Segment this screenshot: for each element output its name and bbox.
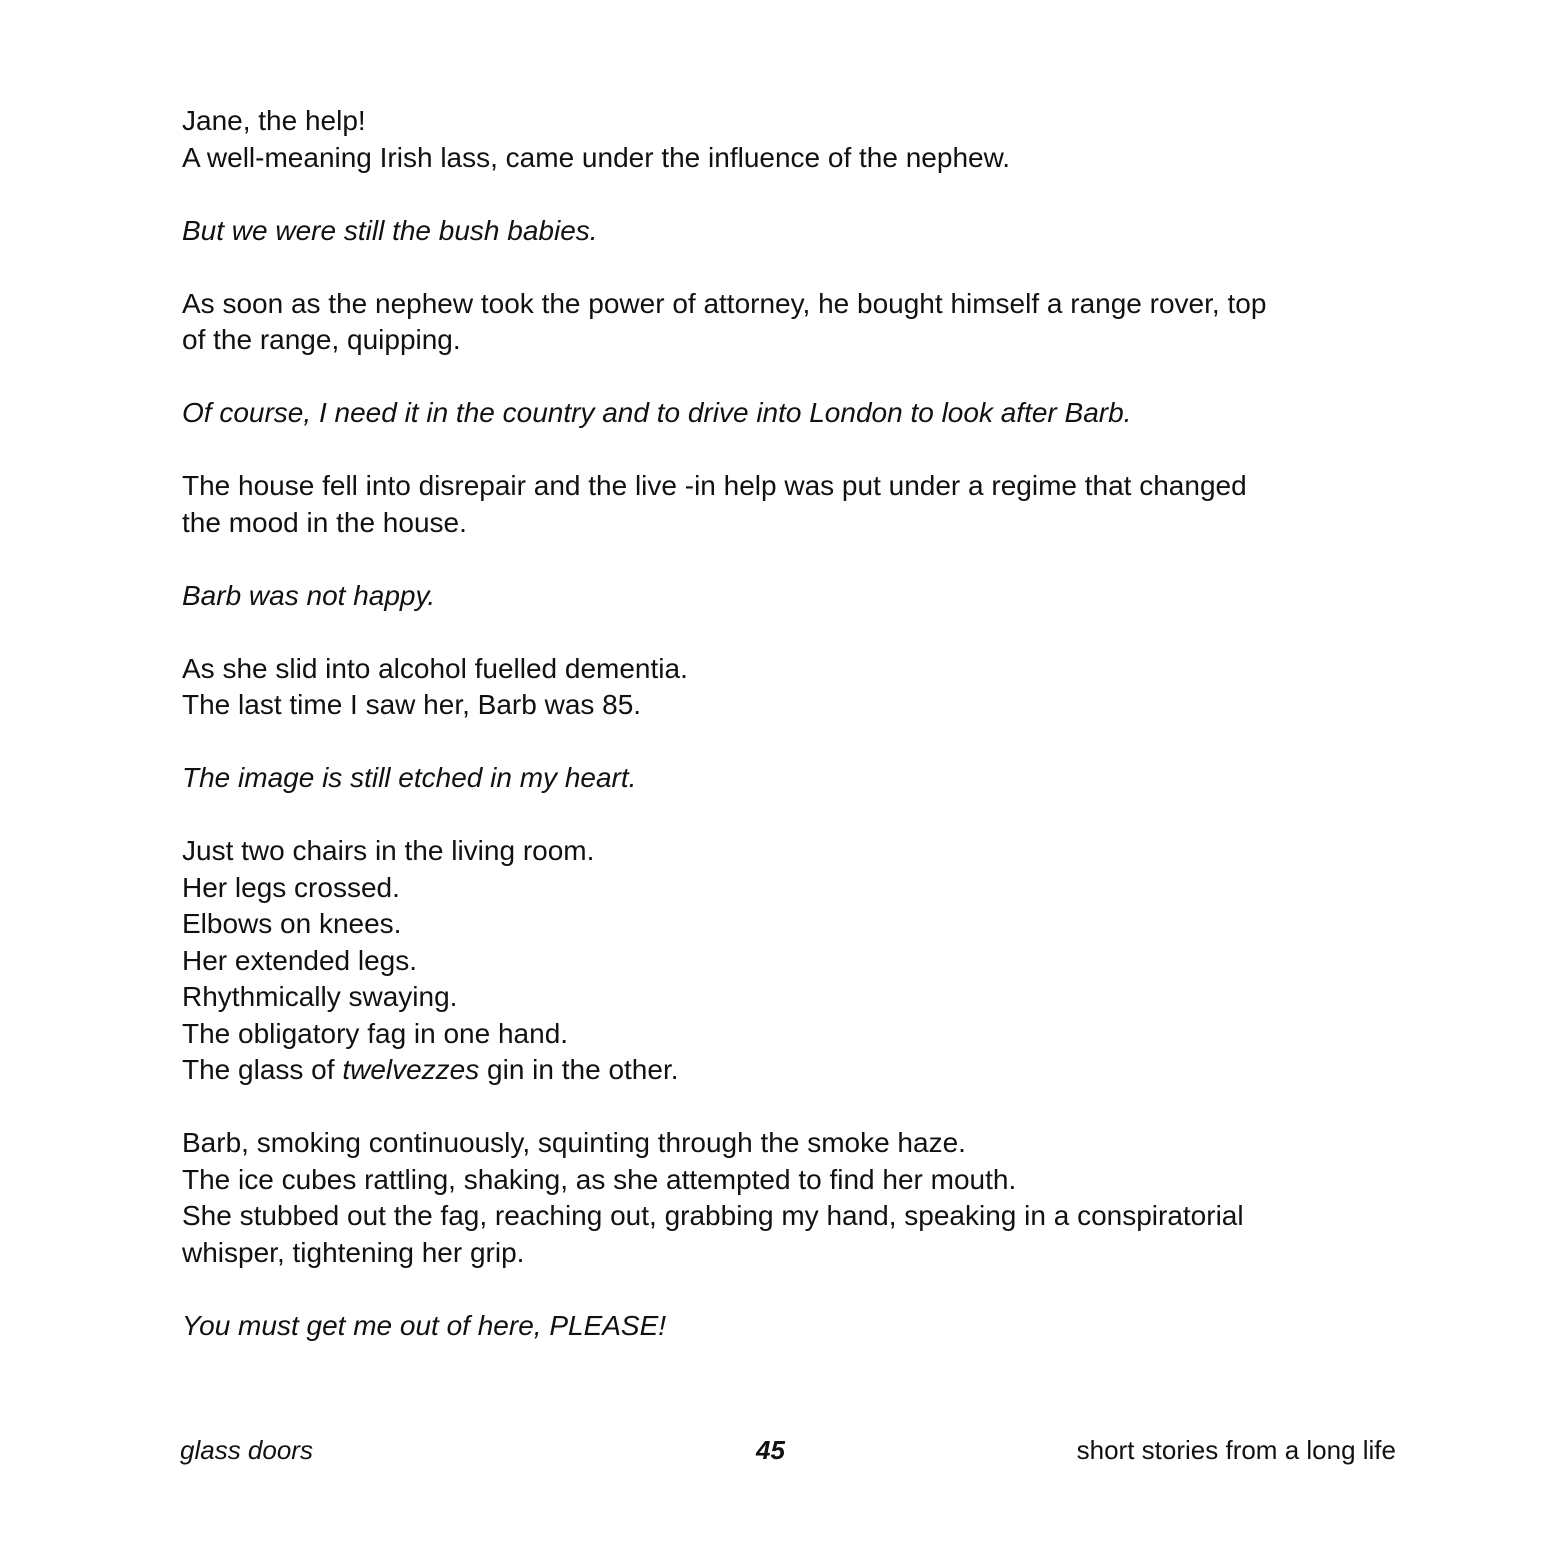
text-line: You must get me out of here, PLEASE! (182, 1309, 667, 1341)
footer-book-title: glass doors (180, 1435, 313, 1465)
paragraph (182, 833, 1382, 1089)
text-line: The house fell into disrepair and the live -in help was put under a regime that changed (182, 470, 1247, 501)
italic-paragraph (182, 395, 1382, 432)
text-fragment: gin in the other. (479, 1054, 679, 1085)
paragraph (182, 651, 1382, 724)
text-line: The last time I saw her, Barb was 85. (182, 689, 642, 720)
text-line: the mood in the house. (182, 506, 467, 538)
italic-paragraph (182, 578, 1382, 615)
footer-subtitle: short stories from a long life (1076, 1435, 1396, 1465)
text-line (182, 1052, 1382, 1089)
paragraph (182, 286, 1382, 359)
paragraph (182, 468, 1382, 541)
text-fragment: The glass of (182, 1054, 343, 1085)
text-line: Barb, smoking continuously, squinting through the smoke haze. (182, 1127, 966, 1158)
paragraph (182, 1125, 1382, 1271)
story-text (182, 103, 1382, 1381)
italic-paragraph (182, 213, 1382, 250)
text-line: The obligatory fag in one hand. (182, 1017, 569, 1049)
text-line: Jane, the help! (182, 105, 366, 136)
text-line: As she slid into alcohol fuelled dementia. (182, 652, 688, 684)
italic-paragraph (182, 1308, 1382, 1345)
italic-word: twelvezzes (342, 1054, 480, 1085)
text-line: The ice cubes rattling, shaking, as she attempted to find her mouth. (182, 1163, 1017, 1195)
text-line: Barb was not happy. (182, 579, 436, 611)
text-line: As soon as the nephew took the power of attorney, he bought himself a range rover, top (182, 287, 1267, 319)
italic-paragraph (182, 760, 1382, 797)
text-line: whisper, tightening her grip. (182, 1236, 525, 1268)
text-line: She stubbed out the fag, reaching out, grabbing my hand, speaking in a conspiratorial (182, 1200, 1244, 1231)
text-line: Her legs crossed. (182, 871, 400, 903)
text-line: Elbows on knees. (182, 908, 402, 939)
page-number: 45 (756, 1435, 785, 1465)
text-line: Her extended legs. (182, 944, 418, 976)
text-line: The image is still etched in my heart. (182, 762, 637, 793)
text-line: Of course, I need it in the country and to drive into London to look after Barb. (182, 397, 1132, 428)
text-line: of the range, quipping. (182, 324, 461, 355)
text-line: Rhythmically swaying. (182, 981, 458, 1012)
text-line: But we were still the bush babies. (182, 214, 598, 246)
text-line: Just two chairs in the living room. (182, 835, 595, 866)
text-line: A well-meaning Irish lass, came under the influence of the nephew. (182, 141, 1011, 173)
paragraph (182, 103, 1382, 176)
